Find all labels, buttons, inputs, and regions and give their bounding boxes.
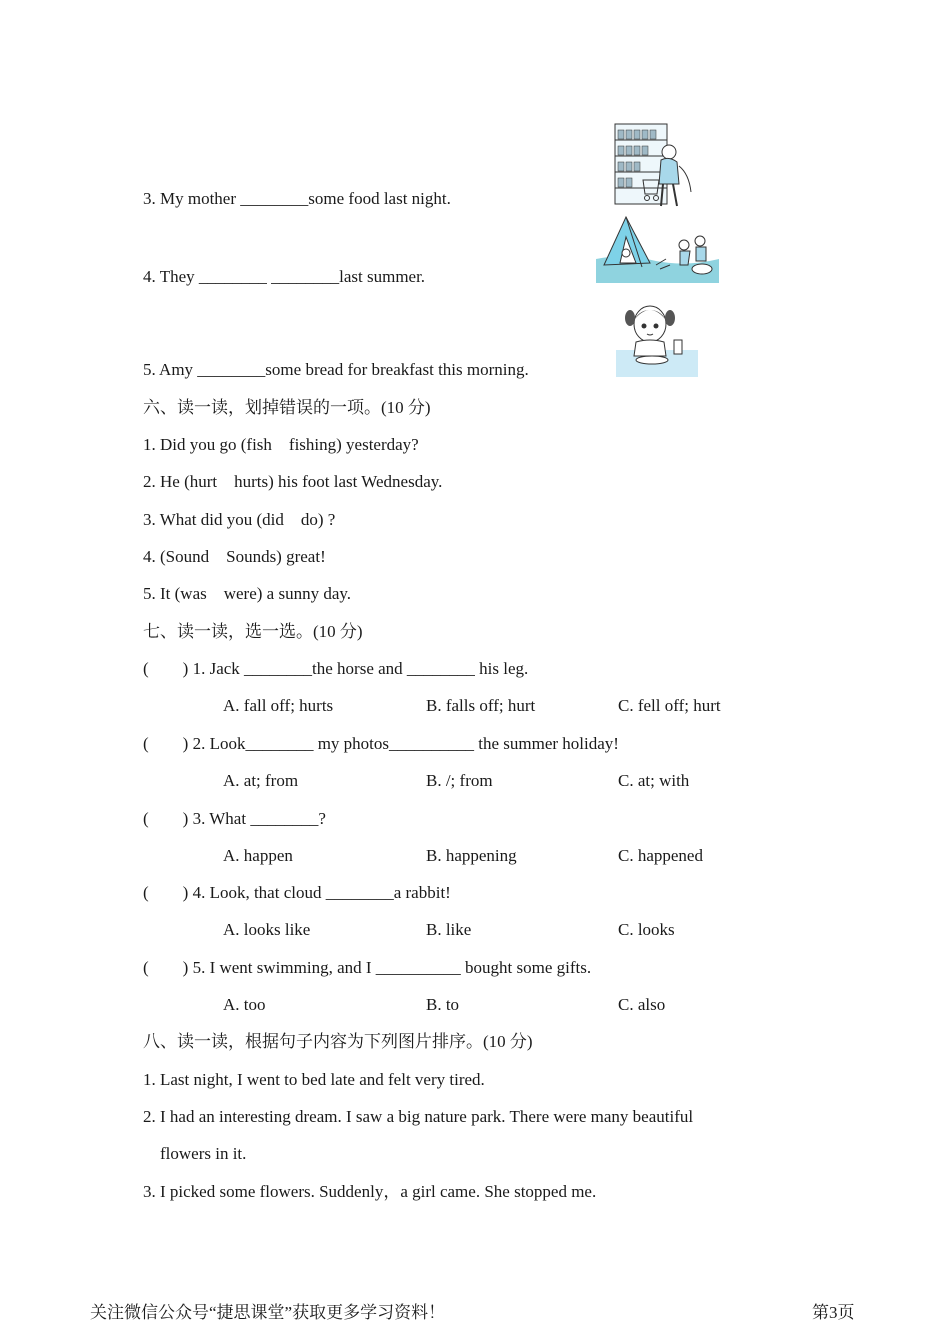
camping-tent-illustration	[596, 213, 719, 283]
choice-1-option-c: C. fell off; hurt	[618, 696, 721, 715]
strike-item-3: 3. What did you (did do) ?	[143, 510, 336, 529]
choice-question-1: ( ) 1. Jack ________the horse and ________ his leg.	[143, 659, 529, 678]
choice-5-option-b: B. to	[426, 995, 460, 1014]
section-8-heading: 八、读一读，根据句子内容为下列图片排序。(10 分)	[143, 1032, 533, 1051]
choice-3-option-b: B. happening	[426, 846, 517, 865]
strike-item-4: 4. (Sound Sounds) great!	[143, 547, 326, 566]
section-7-heading: 七、读一读，选一选。(10 分)	[143, 622, 363, 641]
story-line-3: 3. I picked some flowers. Suddenly，a girl came. She stopped me.	[143, 1182, 597, 1201]
fill-sentence-5: 5. Amy ________some bread for breakfast this morning.	[143, 360, 529, 379]
choice-4-option-a: A. looks like	[223, 920, 311, 939]
fill-sentence-3: 3. My mother ________some food last night.	[143, 189, 451, 208]
girl-breakfast-illustration	[616, 300, 698, 377]
strike-item-5: 5. It (was were) a sunny day.	[143, 584, 352, 603]
strike-item-2: 2. He (hurt hurts) his foot last Wednesday.	[143, 472, 443, 491]
choice-4-option-b: B. like	[426, 920, 472, 939]
choice-question-2: ( ) 2. Look________ my photos__________ the summer holiday!	[143, 734, 619, 753]
story-line-2-continued: flowers in it.	[143, 1144, 247, 1163]
choice-4-option-c: C. looks	[618, 920, 675, 939]
choice-1-option-a: A. fall off; hurts	[223, 696, 334, 715]
story-line-1: 1. Last night, I went to bed late and felt very tired.	[143, 1070, 485, 1089]
choice-question-4: ( ) 4. Look, that cloud ________a rabbit!	[143, 883, 451, 902]
choice-3-option-c: C. happened	[618, 846, 703, 865]
choice-question-3: ( ) 3. What ________?	[143, 809, 326, 828]
choice-5-option-c: C. also	[618, 995, 666, 1014]
strike-item-1: 1. Did you go (fish fishing) yesterday?	[143, 435, 419, 454]
section-6-heading: 六、读一读，划掉错误的一项。(10 分)	[143, 398, 431, 417]
story-line-2: 2. I had an interesting dream. I saw a big nature park. There were many beautiful	[143, 1107, 694, 1126]
fill-sentence-4: 4. They ________ ________last summer.	[143, 267, 426, 286]
choice-2-option-a: A. at; from	[223, 771, 299, 790]
supermarket-shopping-illustration	[613, 122, 693, 208]
choice-1-option-b: B. falls off; hurt	[426, 696, 536, 715]
choice-question-5: ( ) 5. I went swimming, and I __________ bought some gifts.	[143, 958, 592, 977]
footer-promo-text: 关注微信公众号“捷思课堂”获取更多学习资料！	[90, 1303, 446, 1322]
choice-3-option-a: A. happen	[223, 846, 293, 865]
choice-2-option-c: C. at; with	[618, 771, 690, 790]
page-number: 第3页	[812, 1303, 855, 1322]
choice-2-option-b: B. /; from	[426, 771, 493, 790]
choice-5-option-a: A. too	[223, 995, 266, 1014]
